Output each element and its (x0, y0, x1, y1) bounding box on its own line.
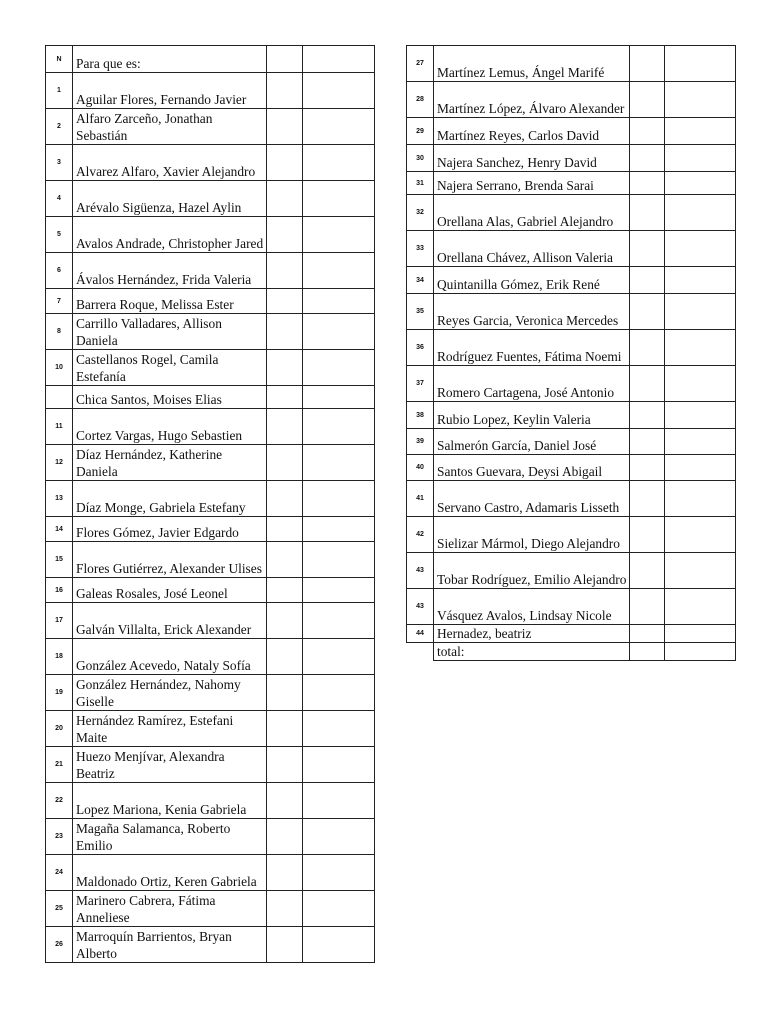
student-number: 11 (46, 409, 73, 445)
empty-cell (630, 145, 665, 172)
student-row (407, 294, 736, 330)
empty-cell (630, 517, 665, 553)
empty-cell (665, 82, 736, 118)
student-number: 4 (46, 181, 73, 217)
student-name: Romero Cartagena, José Antonio (434, 366, 630, 402)
empty-cell (267, 891, 303, 927)
empty-cell (665, 643, 736, 661)
student-name: Martínez Reyes, Carlos David (434, 118, 630, 145)
student-name: Vásquez Avalos, Lindsay Nicole (434, 589, 630, 625)
student-number: 40 (407, 455, 434, 481)
student-row (46, 675, 375, 711)
empty-cell (303, 542, 375, 578)
empty-cell (303, 181, 375, 217)
student-row (407, 82, 736, 118)
empty-cell (267, 578, 303, 603)
student-number: 13 (46, 481, 73, 517)
student-number: 41 (407, 481, 434, 517)
student-number: 2 (46, 109, 73, 145)
total-row (407, 643, 736, 661)
empty-cell (630, 330, 665, 366)
student-name: Ávalos Hernández, Frida Valeria (73, 253, 267, 289)
student-number: 43 (407, 589, 434, 625)
empty-cell (303, 46, 375, 73)
student-row (46, 217, 375, 253)
student-name: Quintanilla Gómez, Erik René (434, 267, 630, 294)
empty-cell (665, 429, 736, 455)
student-name: Orellana Chávez, Allison Valeria (434, 231, 630, 267)
empty-cell (407, 643, 434, 661)
student-row (46, 639, 375, 675)
student-number: 7 (46, 289, 73, 314)
student-name: Arévalo Sigüenza, Hazel Aylin (73, 181, 267, 217)
student-row (46, 386, 375, 409)
empty-cell (630, 589, 665, 625)
empty-cell (630, 172, 665, 195)
empty-cell (267, 783, 303, 819)
student-number: 33 (407, 231, 434, 267)
student-name: Martínez Lemus, Ángel Marifé (434, 46, 630, 82)
empty-cell (630, 643, 665, 661)
empty-cell (665, 553, 736, 589)
empty-cell (630, 553, 665, 589)
student-row (407, 402, 736, 429)
purpose-column-header: Para que es: (73, 46, 267, 73)
student-row (407, 145, 736, 172)
student-row (46, 819, 375, 855)
student-name: Castellanos Rogel, Camila Estefanía (73, 350, 267, 386)
student-name: Orellana Alas, Gabriel Alejandro (434, 195, 630, 231)
student-row (46, 603, 375, 639)
empty-cell (665, 481, 736, 517)
student-row (407, 366, 736, 402)
empty-cell (303, 314, 375, 350)
empty-cell (303, 481, 375, 517)
student-name: Cortez Vargas, Hugo Sebastien (73, 409, 267, 445)
empty-cell (665, 517, 736, 553)
empty-cell (303, 819, 375, 855)
roster-body-right (407, 46, 736, 661)
empty-cell (303, 73, 375, 109)
student-name: Huezo Menjívar, Alexandra Beatriz (73, 747, 267, 783)
student-number: 1 (46, 73, 73, 109)
student-name: Flores Gutiérrez, Alexander Ulises (73, 542, 267, 578)
empty-cell (630, 231, 665, 267)
empty-cell (303, 217, 375, 253)
student-name: Santos Guevara, Deysi Abigail (434, 455, 630, 481)
student-number: 15 (46, 542, 73, 578)
student-row (407, 267, 736, 294)
empty-cell (665, 589, 736, 625)
empty-cell (303, 603, 375, 639)
student-roster-table-right (406, 45, 736, 661)
empty-cell (303, 253, 375, 289)
student-row (46, 109, 375, 145)
student-row (46, 783, 375, 819)
student-number: 36 (407, 330, 434, 366)
student-name: Tobar Rodríguez, Emilio Alejandro (434, 553, 630, 589)
empty-cell (630, 366, 665, 402)
student-row (407, 46, 736, 82)
student-number: 27 (407, 46, 434, 82)
student-name: Avalos Andrade, Christopher Jared (73, 217, 267, 253)
student-number: 28 (407, 82, 434, 118)
empty-cell (303, 855, 375, 891)
empty-cell (267, 46, 303, 73)
student-row (407, 172, 736, 195)
student-name: Alvarez Alfaro, Xavier Alejandro (73, 145, 267, 181)
student-name: Hernández Ramírez, Estefani Maite (73, 711, 267, 747)
student-number: 30 (407, 145, 434, 172)
empty-cell (630, 455, 665, 481)
student-number: 29 (407, 118, 434, 145)
student-name: Servano Castro, Adamaris Lisseth (434, 481, 630, 517)
empty-cell (630, 118, 665, 145)
empty-cell (630, 46, 665, 82)
student-row (407, 517, 736, 553)
empty-cell (665, 172, 736, 195)
empty-cell (267, 481, 303, 517)
empty-cell (267, 675, 303, 711)
student-number: 20 (46, 711, 73, 747)
student-number: 5 (46, 217, 73, 253)
empty-cell (267, 927, 303, 963)
empty-cell (665, 455, 736, 481)
empty-cell (267, 350, 303, 386)
student-name: Martínez López, Álvaro Alexander (434, 82, 630, 118)
student-name: Lopez Mariona, Kenia Gabriela (73, 783, 267, 819)
student-name: Flores Gómez, Javier Edgardo (73, 517, 267, 542)
student-name: Carrillo Valladares, Allison Daniela (73, 314, 267, 350)
student-row (46, 542, 375, 578)
empty-cell (267, 386, 303, 409)
student-number: 16 (46, 578, 73, 603)
student-number: 3 (46, 145, 73, 181)
empty-cell (267, 217, 303, 253)
student-name: Díaz Monge, Gabriela Estefany (73, 481, 267, 517)
student-number: 22 (46, 783, 73, 819)
student-name: Marinero Cabrera, Fátima Anneliese (73, 891, 267, 927)
student-row (46, 445, 375, 481)
empty-cell (665, 46, 736, 82)
empty-cell (303, 445, 375, 481)
student-row (46, 927, 375, 963)
student-row (46, 181, 375, 217)
empty-cell (303, 711, 375, 747)
student-roster-table-left (45, 45, 375, 963)
student-row (46, 253, 375, 289)
empty-cell (267, 289, 303, 314)
empty-cell (665, 330, 736, 366)
student-row (46, 145, 375, 181)
student-number: 14 (46, 517, 73, 542)
student-name: Chica Santos, Moises Elias (73, 386, 267, 409)
student-name: González Hernández, Nahomy Giselle (73, 675, 267, 711)
student-row (407, 429, 736, 455)
student-number: 21 (46, 747, 73, 783)
roster-body-left (46, 46, 375, 963)
student-row (407, 481, 736, 517)
student-name: Barrera Roque, Melissa Ester (73, 289, 267, 314)
total-label: total: (434, 643, 630, 661)
student-number (46, 386, 73, 409)
student-name: Reyes Garcia, Veronica Mercedes (434, 294, 630, 330)
empty-cell (303, 145, 375, 181)
student-number: 31 (407, 172, 434, 195)
student-number: 19 (46, 675, 73, 711)
student-number: 24 (46, 855, 73, 891)
student-number: 18 (46, 639, 73, 675)
empty-cell (303, 783, 375, 819)
student-number: 43 (407, 553, 434, 589)
student-number: 25 (46, 891, 73, 927)
student-number: 8 (46, 314, 73, 350)
student-name: Najera Serrano, Brenda Sarai (434, 172, 630, 195)
student-name: Sielizar Mármol, Diego Alejandro (434, 517, 630, 553)
empty-cell (303, 517, 375, 542)
student-number: 34 (407, 267, 434, 294)
student-name: Salmerón García, Daniel José (434, 429, 630, 455)
student-row (407, 625, 736, 643)
student-row (407, 589, 736, 625)
empty-cell (665, 366, 736, 402)
student-number: 26 (46, 927, 73, 963)
empty-cell (303, 289, 375, 314)
empty-cell (267, 181, 303, 217)
empty-cell (267, 314, 303, 350)
empty-cell (630, 294, 665, 330)
number-column-header: N (46, 46, 73, 73)
student-number: 12 (46, 445, 73, 481)
empty-cell (267, 445, 303, 481)
empty-cell (630, 267, 665, 294)
empty-cell (630, 82, 665, 118)
student-number: 17 (46, 603, 73, 639)
student-number: 10 (46, 350, 73, 386)
header-row (46, 46, 375, 73)
empty-cell (303, 675, 375, 711)
student-name: Magaña Salamanca, Roberto Emilio (73, 819, 267, 855)
student-name: Rubio Lopez, Keylin Valeria (434, 402, 630, 429)
empty-cell (267, 542, 303, 578)
empty-cell (665, 231, 736, 267)
empty-cell (630, 402, 665, 429)
student-row (407, 118, 736, 145)
student-name: Alfaro Zarceño, Jonathan Sebastián (73, 109, 267, 145)
student-number: 38 (407, 402, 434, 429)
empty-cell (267, 145, 303, 181)
student-name: Najera Sanchez, Henry David (434, 145, 630, 172)
empty-cell (267, 639, 303, 675)
student-number: 35 (407, 294, 434, 330)
empty-cell (630, 195, 665, 231)
student-row (46, 314, 375, 350)
student-name: González Acevedo, Nataly Sofía (73, 639, 267, 675)
student-row (407, 553, 736, 589)
student-row (46, 578, 375, 603)
empty-cell (267, 747, 303, 783)
empty-cell (303, 927, 375, 963)
student-row (46, 711, 375, 747)
empty-cell (303, 891, 375, 927)
empty-cell (267, 253, 303, 289)
student-name: Aguilar Flores, Fernando Javier (73, 73, 267, 109)
student-row (46, 517, 375, 542)
empty-cell (630, 429, 665, 455)
student-name: Maldonado Ortiz, Keren Gabriela (73, 855, 267, 891)
empty-cell (665, 402, 736, 429)
student-row (46, 747, 375, 783)
student-number: 23 (46, 819, 73, 855)
student-number: 32 (407, 195, 434, 231)
empty-cell (665, 118, 736, 145)
student-number: 39 (407, 429, 434, 455)
student-row (46, 855, 375, 891)
student-row (407, 330, 736, 366)
student-row (46, 73, 375, 109)
student-row (46, 891, 375, 927)
empty-cell (303, 109, 375, 145)
empty-cell (267, 73, 303, 109)
student-row (46, 289, 375, 314)
empty-cell (665, 625, 736, 643)
empty-cell (267, 517, 303, 542)
empty-cell (303, 747, 375, 783)
empty-cell (665, 267, 736, 294)
student-number: 42 (407, 517, 434, 553)
empty-cell (267, 819, 303, 855)
student-row (407, 231, 736, 267)
student-number: 44 (407, 625, 434, 643)
student-row (407, 195, 736, 231)
student-name: Rodríguez Fuentes, Fátima Noemi (434, 330, 630, 366)
student-name: Galeas Rosales, José Leonel (73, 578, 267, 603)
student-row (46, 350, 375, 386)
empty-cell (303, 578, 375, 603)
student-name: Marroquín Barrientos, Bryan Alberto (73, 927, 267, 963)
student-name: Galván Villalta, Erick Alexander (73, 603, 267, 639)
empty-cell (665, 294, 736, 330)
empty-cell (267, 109, 303, 145)
empty-cell (303, 350, 375, 386)
student-row (46, 481, 375, 517)
empty-cell (267, 711, 303, 747)
student-row (407, 455, 736, 481)
empty-cell (303, 409, 375, 445)
student-name: Díaz Hernández, Katherine Daniela (73, 445, 267, 481)
student-number: 37 (407, 366, 434, 402)
empty-cell (267, 409, 303, 445)
empty-cell (303, 386, 375, 409)
student-name: Hernadez, beatriz (434, 625, 630, 643)
student-number: 6 (46, 253, 73, 289)
empty-cell (630, 625, 665, 643)
empty-cell (665, 195, 736, 231)
student-row (46, 409, 375, 445)
empty-cell (303, 639, 375, 675)
empty-cell (267, 855, 303, 891)
empty-cell (267, 603, 303, 639)
empty-cell (665, 145, 736, 172)
empty-cell (630, 481, 665, 517)
